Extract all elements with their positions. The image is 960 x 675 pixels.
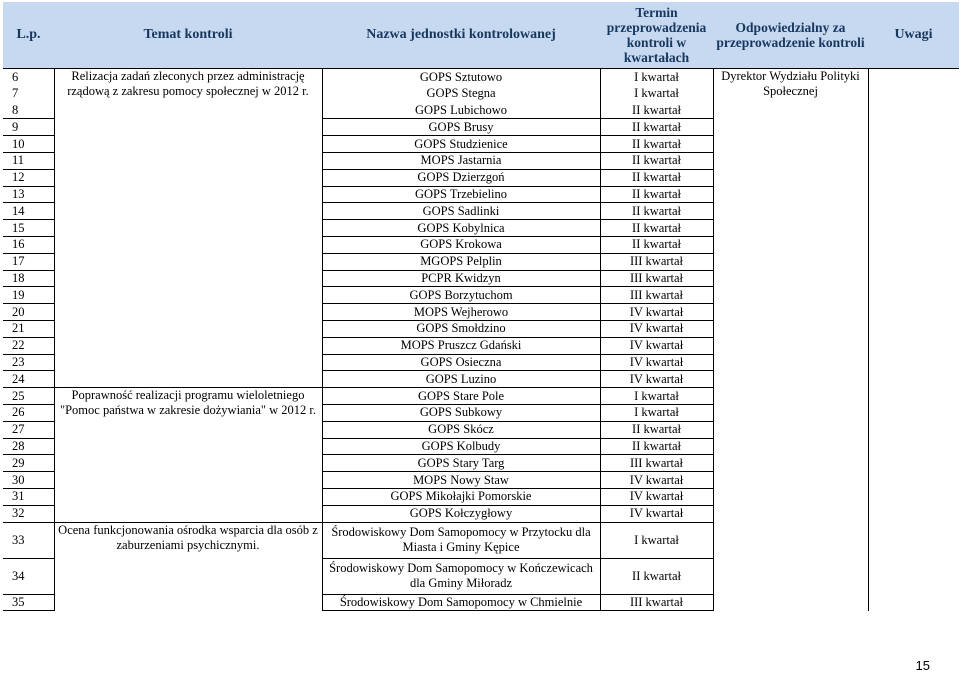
table-row bbox=[3, 69, 959, 86]
cell-unit: GOPS Lubichowo bbox=[322, 102, 600, 119]
cell-unit: GOPS Mikołajki Pomorskie bbox=[322, 488, 600, 505]
cell-unit: Środowiskowy Dom Samopomocy w Przytocku dla Miasta i Gminy Kępice bbox=[322, 522, 600, 558]
cell-nr: 30 bbox=[3, 472, 54, 489]
cell-unit: GOPS Krokowa bbox=[322, 236, 600, 253]
cell-nr: 19 bbox=[3, 287, 54, 304]
cell-term: II kwartał bbox=[600, 236, 713, 253]
cell-unit: GOPS Luzino bbox=[322, 371, 600, 388]
cell-unit: GOPS Trzebielino bbox=[322, 186, 600, 203]
cell-unit: GOPS Borzytuchom bbox=[322, 287, 600, 304]
cell-term: IV kwartał bbox=[600, 304, 713, 321]
cell-unit: MGOPS Pelplin bbox=[322, 253, 600, 270]
cell-unit: GOPS Sadlinki bbox=[322, 203, 600, 220]
cell-nr: 6 bbox=[3, 69, 54, 86]
cell-unit: GOPS Stare Pole bbox=[322, 388, 600, 405]
cell-unit: GOPS Skócz bbox=[322, 421, 600, 438]
cell-responsible: Dyrektor Wydziału Polityki Społecznej bbox=[713, 69, 868, 611]
cell-term: II kwartał bbox=[600, 119, 713, 136]
cell-nr: 10 bbox=[3, 136, 54, 153]
cell-term: II kwartał bbox=[600, 220, 713, 237]
cell-nr: 11 bbox=[3, 152, 54, 169]
cell-nr: 16 bbox=[3, 236, 54, 253]
cell-unit: GOPS Kołczygłowy bbox=[322, 505, 600, 522]
cell-unit: GOPS Stary Targ bbox=[322, 455, 600, 472]
cell-nr: 27 bbox=[3, 421, 54, 438]
page-number: 15 bbox=[915, 658, 930, 673]
cell-unit: MOPS Wejherowo bbox=[322, 304, 600, 321]
header-responsible: Odpowiedzialny za przeprowadzenie kontroli bbox=[713, 2, 868, 69]
cell-nr: 31 bbox=[3, 488, 54, 505]
cell-term: II kwartał bbox=[600, 421, 713, 438]
cell-nr: 29 bbox=[3, 455, 54, 472]
cell-topic: Ocena funkcjonowania ośrodka wsparcia dla osób z zaburzeniami psychicznymi. bbox=[54, 522, 322, 611]
cell-unit: GOPS Dzierzgoń bbox=[322, 169, 600, 186]
cell-term: I kwartał bbox=[600, 85, 713, 102]
cell-nr: 9 bbox=[3, 119, 54, 136]
cell-unit: MOPS Nowy Staw bbox=[322, 472, 600, 489]
cell-term: II kwartał bbox=[600, 102, 713, 119]
cell-term: I kwartał bbox=[600, 69, 713, 86]
cell-nr: 28 bbox=[3, 438, 54, 455]
cell-nr: 35 bbox=[3, 594, 54, 611]
cell-term: II kwartał bbox=[600, 438, 713, 455]
header-nr: L.p. bbox=[3, 2, 54, 69]
cell-unit: GOPS Brusy bbox=[322, 119, 600, 136]
cell-term: II kwartał bbox=[600, 152, 713, 169]
cell-term: IV kwartał bbox=[600, 488, 713, 505]
table-body bbox=[3, 69, 959, 611]
cell-unit: PCPR Kwidzyn bbox=[322, 270, 600, 287]
cell-unit: Środowiskowy Dom Samopomocy w Kończewicach dla Gminy Miłoradz bbox=[322, 558, 600, 594]
cell-term: IV kwartał bbox=[600, 337, 713, 354]
cell-nr: 22 bbox=[3, 337, 54, 354]
cell-term: IV kwartał bbox=[600, 505, 713, 522]
header-unit: Nazwa jednostki kontrolowanej bbox=[322, 2, 600, 69]
cell-nr: 8 bbox=[12, 102, 19, 117]
cell-term: I kwartał bbox=[600, 522, 713, 558]
cell-nr: 23 bbox=[3, 354, 54, 371]
cell-term: III kwartał bbox=[600, 594, 713, 611]
cell-term: II kwartał bbox=[600, 203, 713, 220]
cell-unit: GOPS Kobylnica bbox=[322, 220, 600, 237]
cell-nr: 24 bbox=[3, 371, 54, 388]
cell-notes bbox=[868, 69, 959, 611]
cell-unit: MOPS Pruszcz Gdański bbox=[322, 337, 600, 354]
cell-term: IV kwartał bbox=[600, 320, 713, 337]
cell-nr: 7 bbox=[12, 86, 19, 101]
cell-term: IV kwartał bbox=[600, 354, 713, 371]
cell-unit: GOPS Smołdzino bbox=[322, 320, 600, 337]
cell-term: III kwartał bbox=[600, 287, 713, 304]
cell-nr: 25 bbox=[3, 388, 54, 405]
cell-nr: 32 bbox=[3, 505, 54, 522]
cell-term: I kwartał bbox=[600, 404, 713, 421]
cell-topic: Poprawność realizacji programu wieloletniego "Pomoc państwa w zakresie dożywiania" w 2012 r. bbox=[54, 388, 322, 522]
cell-unit: Środowiskowy Dom Samopomocy w Chmielnie bbox=[322, 594, 600, 611]
cell-term: II kwartał bbox=[600, 136, 713, 153]
cell-topic: Relizacja zadań zleconych przez administrację rządową z zakresu pomocy społecznej w 2012 r. bbox=[54, 69, 322, 388]
cell-term: II kwartał bbox=[600, 558, 713, 594]
cell-nr: 33 bbox=[3, 522, 54, 558]
cell-nr: 17 bbox=[3, 253, 54, 270]
cell-term: I kwartał bbox=[600, 388, 713, 405]
cell-term: III kwartał bbox=[600, 270, 713, 287]
cell-nr: 14 bbox=[3, 203, 54, 220]
cell-unit: GOPS Kolbudy bbox=[322, 438, 600, 455]
cell-nr: 26 bbox=[3, 404, 54, 421]
cell-term: IV kwartał bbox=[600, 472, 713, 489]
cell-nr: 12 bbox=[3, 169, 54, 186]
control-plan-table bbox=[3, 2, 959, 611]
cell-term: II kwartał bbox=[600, 169, 713, 186]
header-notes: Uwagi bbox=[868, 2, 959, 69]
cell-nr: 34 bbox=[3, 558, 54, 594]
cell-term: III kwartał bbox=[600, 455, 713, 472]
cell-nr: 13 bbox=[3, 186, 54, 203]
cell-nr: 15 bbox=[3, 220, 54, 237]
cell-unit: GOPS Subkowy bbox=[322, 404, 600, 421]
cell-nr: 20 bbox=[3, 304, 54, 321]
header-topic: Temat kontroli bbox=[54, 2, 322, 69]
header-row bbox=[3, 2, 959, 69]
cell-unit: GOPS Stegna bbox=[322, 85, 600, 102]
cell-nr: 21 bbox=[3, 320, 54, 337]
cell-unit: GOPS Sztutowo bbox=[322, 69, 600, 86]
cell-unit: MOPS Jastarnia bbox=[322, 152, 600, 169]
cell-term: II kwartał bbox=[600, 186, 713, 203]
control-plan-table-wrapper bbox=[3, 2, 959, 611]
cell-term: III kwartał bbox=[600, 253, 713, 270]
cell-nr: 18 bbox=[3, 270, 54, 287]
header-term: Termin przeprowadzenia kontroli w kwartałach bbox=[600, 2, 713, 69]
cell-unit: GOPS Osieczna bbox=[322, 354, 600, 371]
cell-unit: GOPS Studzienice bbox=[322, 136, 600, 153]
cell-term: IV kwartał bbox=[600, 371, 713, 388]
